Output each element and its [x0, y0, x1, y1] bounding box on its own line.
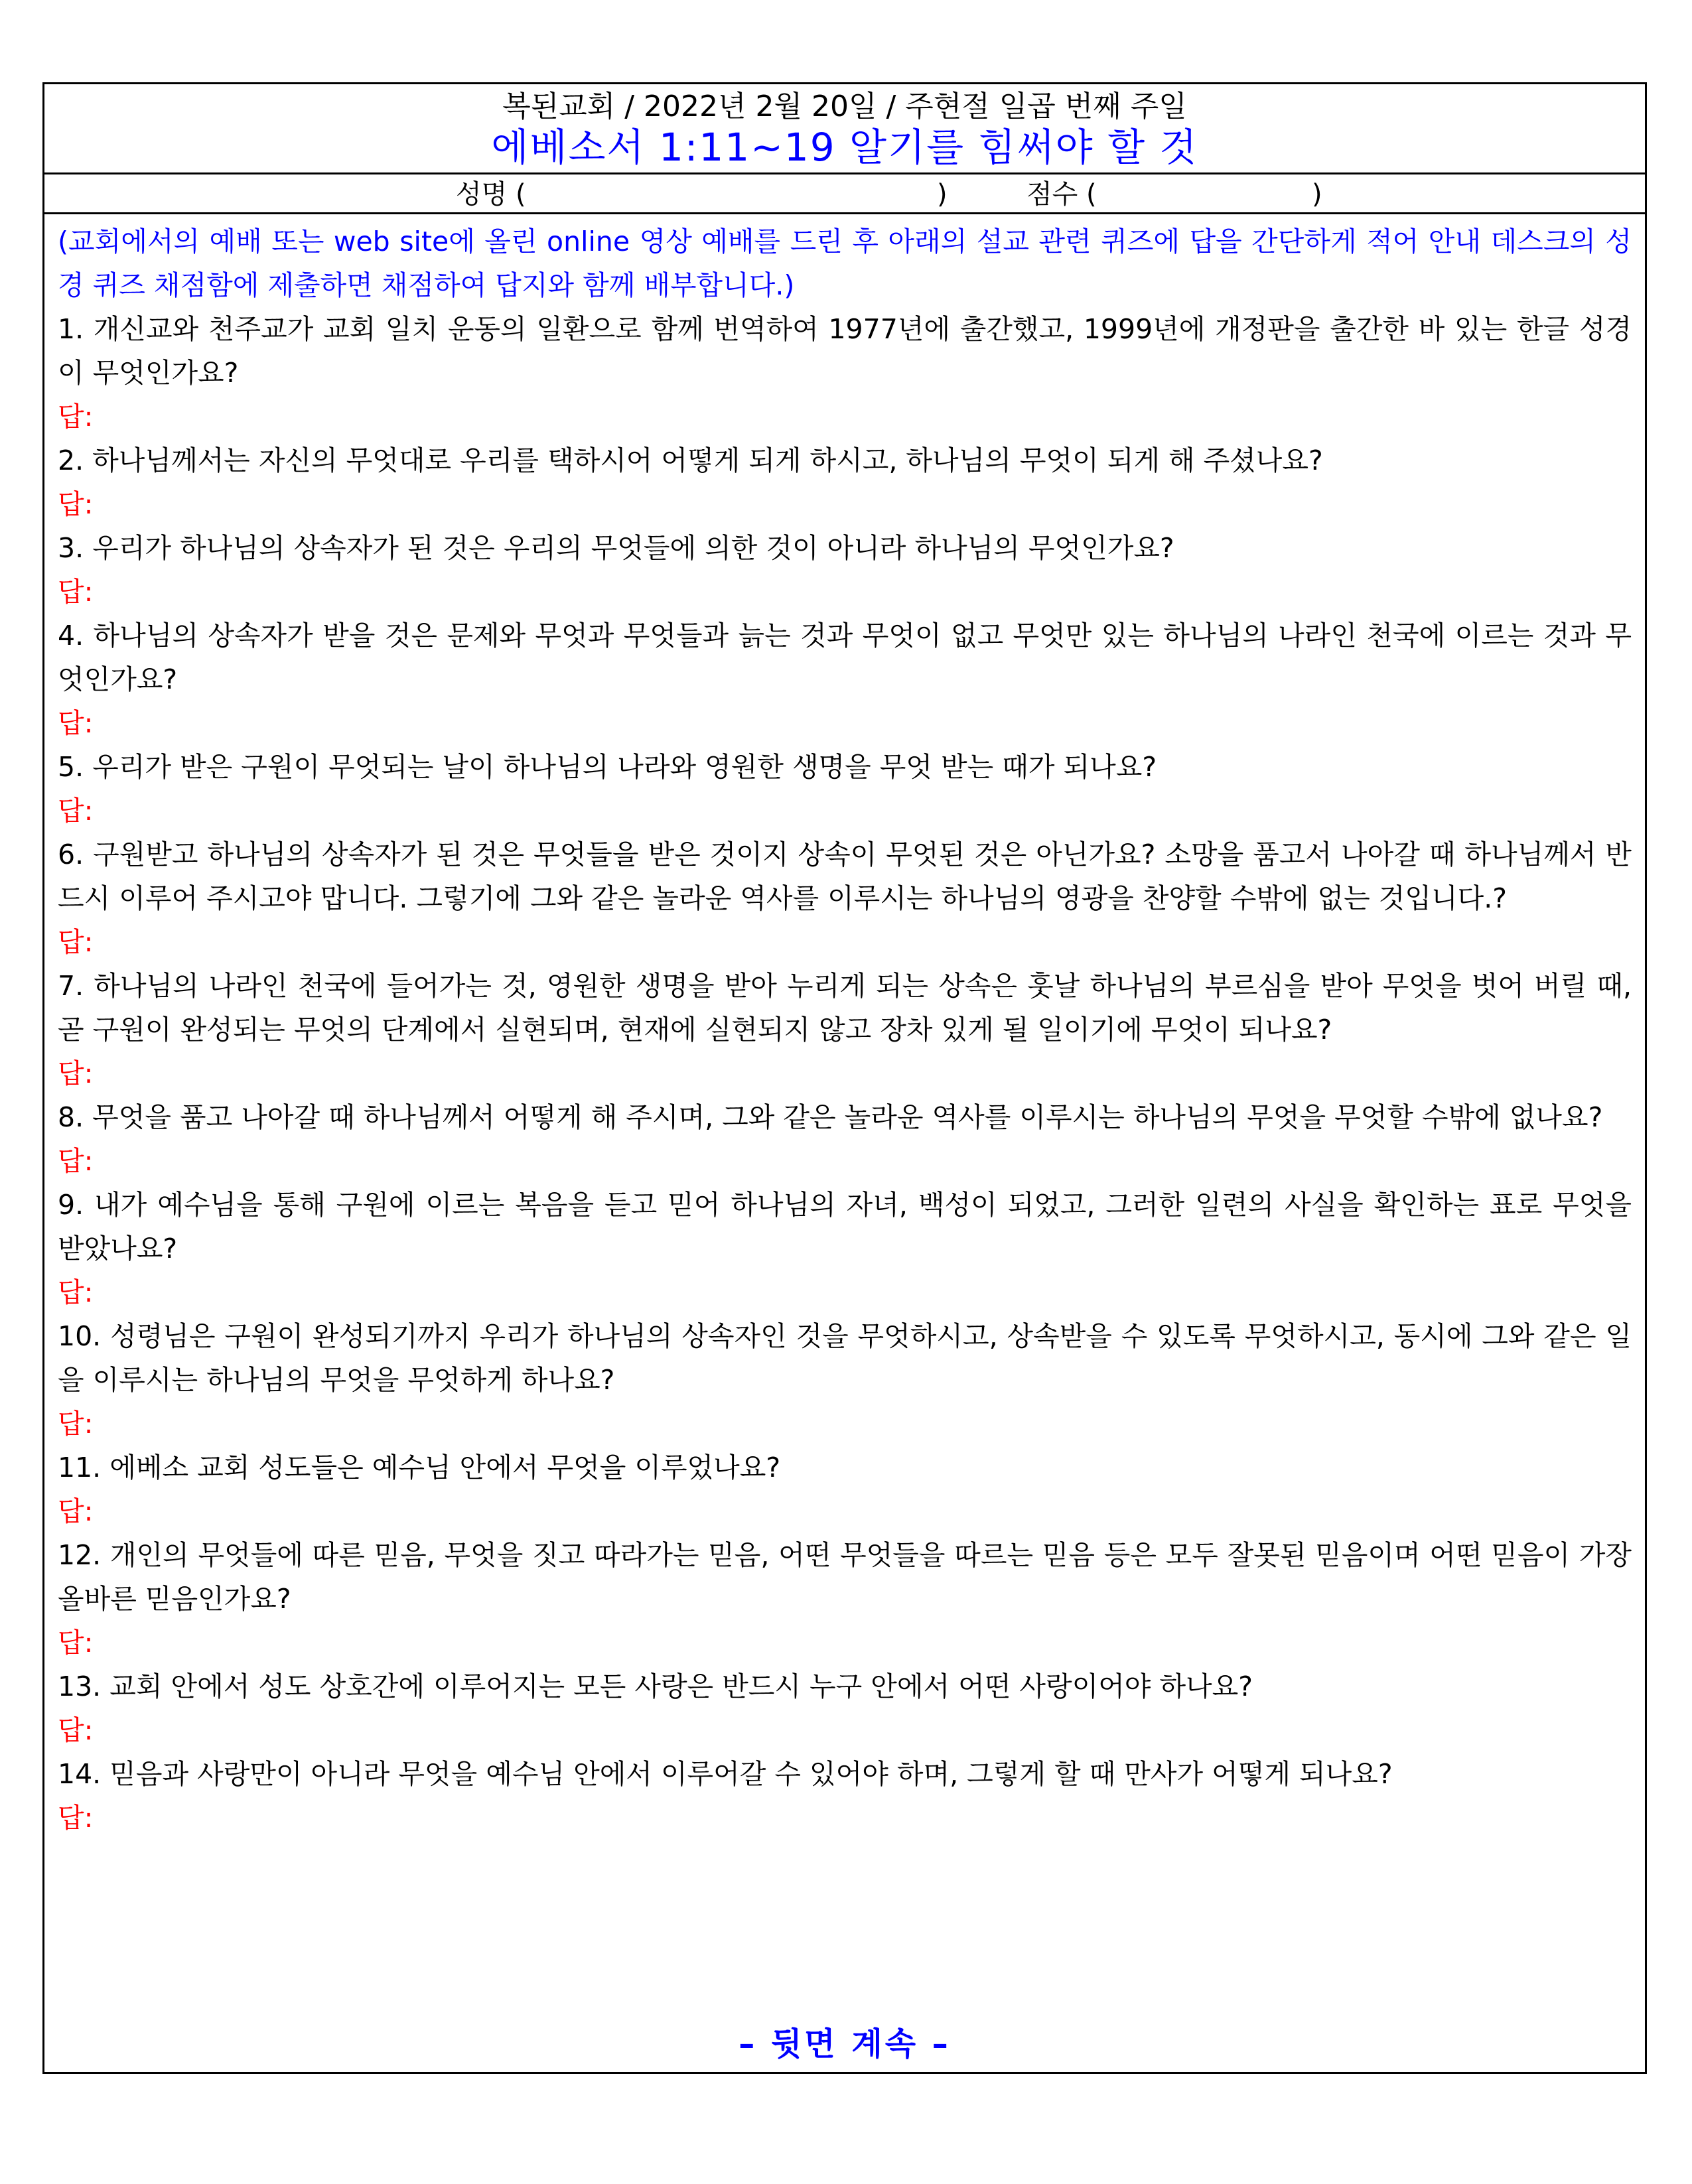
question: 5. 우리가 받은 구원이 무엇되는 날이 하나님의 나라와 영원한 생명을 무엇 받는 때가 되나요? [58, 751, 1157, 783]
answer-label: 답: [58, 926, 94, 958]
name-score-row [44, 174, 1645, 214]
question: 9. 내가 예수님을 통해 구원에 이르는 복음을 듣고 믿어 하나님의 자녀, 백성이 되었고, 그러한 일련의 사실을 확인하는 표로 무엇을 받았나요? [58, 1189, 1632, 1264]
answer-label: 답: [58, 1408, 94, 1440]
question: 6. 구원받고 하나님의 상속자가 된 것은 무엇들을 받은 것이지 상속이 무엇된 것은 아닌가요? 소망을 품고서 나아갈 때 하나님께서 반드시 이루어 주시고야 맙니다. 그렇기에 그와 같은 놀라운 역사를 이루시는 하나님의 영광을 찬양할 수밖에 없는 것입니다.? [58, 839, 1632, 914]
answer-label: 답: [58, 707, 94, 739]
church-date-line: 복된교회 / 2022년 2월 20일 / 주현절 일곱 번째 주일 [502, 90, 1187, 123]
answer-label: 답: [58, 1145, 94, 1177]
answer-label: 답: [58, 1714, 94, 1746]
answer-label: 답: [58, 576, 94, 608]
score-close: ) [1312, 179, 1322, 210]
name-close: ) [937, 179, 948, 210]
question: 3. 우리가 하나님의 상속자가 된 것은 우리의 무엇들에 의한 것이 아니라 하나님의 무엇인가요? [58, 532, 1174, 564]
question: 1. 개신교와 천주교가 교회 일치 운동의 일환으로 함께 번역하여 1977년에 출간했고, 1999년에 개정판을 출간한 바 있는 한글 성경이 무엇인가요? [58, 313, 1632, 389]
question: 10. 성령님은 구원이 완성되기까지 우리가 하나님의 상속자인 것을 무엇하시고, 상속받을 수 있도록 무엇하시고, 동시에 그와 같은 일을 이루시는 하나님의 무엇을 무엇하게 하나요? [58, 1320, 1632, 1396]
question: 13. 교회 안에서 성도 상호간에 이루어지는 모든 사랑은 반드시 누구 안에서 어떤 사랑이어야 하나요? [58, 1671, 1253, 1702]
instructions: (교회에서의 예배 또는 web site에 올린 online 영상 예배를 드린 후 아래의 설교 관련 퀴즈에 답을 간단하게 적어 안내 데스크의 성경 퀴즈 채점함에 제출하면 채점하여 답지와 함께 배부합니다.) [58, 226, 1632, 301]
question: 12. 개인의 무엇들에 따른 믿음, 무엇을 짓고 따라가는 믿음, 어떤 무엇들을 따르는 믿음 등은 모두 잘못된 믿음이며 어떤 믿음이 가장 올바른 믿음인가요? [58, 1539, 1632, 1615]
answer-label: 답: [58, 1276, 94, 1308]
answer-label: 답: [58, 1627, 94, 1659]
answer-label: 답: [58, 1802, 94, 1834]
answer-label: 답: [58, 1495, 94, 1527]
answer-label: 답: [58, 401, 94, 433]
page-title: 에베소서 1:11~19 알기를 힘써야 할 것 [491, 125, 1198, 170]
question: 4. 하나님의 상속자가 받을 것은 문제와 무엇과 무엇들과 늙는 것과 무엇이 없고 무엇만 있는 하나님의 나라인 천국에 이르는 것과 무엇인가요? [58, 620, 1632, 695]
name-label: 성명 ( [456, 179, 526, 210]
quiz-sheet [42, 82, 1647, 2074]
quiz-body [44, 214, 1645, 1840]
answer-label: 답: [58, 488, 94, 520]
answer-label: 답: [58, 795, 94, 827]
question: 14. 믿음과 사랑만이 아니라 무엇을 예수님 안에서 이루어갈 수 있어야 하며, 그렇게 할 때 만사가 어떻게 되나요? [58, 1758, 1393, 1790]
question: 2. 하나님께서는 자신의 무엇대로 우리를 택하시어 어떻게 되게 하시고, 하나님의 무엇이 되게 해 주셨나요? [58, 444, 1323, 476]
score-label: 점수 ( [1026, 179, 1097, 210]
question: 11. 에베소 교회 성도들은 예수님 안에서 무엇을 이루었나요? [58, 1452, 781, 1483]
continued-footer: – 뒷면 계속 – [739, 2025, 951, 2063]
question: 7. 하나님의 나라인 천국에 들어가는 것, 영원한 생명을 받아 누리게 되는 상속은 훗날 하나님의 부르심을 받아 무엇을 벗어 버릴 때, 곧 구원이 완성되는 무엇의 단계에서 실현되며, 현재에 실현되지 않고 장차 있게 될 일이기에 무엇이 되나요? [58, 970, 1632, 1046]
sheet-header [44, 84, 1645, 174]
answer-label: 답: [58, 1058, 94, 1089]
question: 8. 무엇을 품고 나아갈 때 하나님께서 어떻게 해 주시며, 그와 같은 놀라운 역사를 이루시는 하나님의 무엇을 무엇할 수밖에 없나요? [58, 1101, 1603, 1133]
